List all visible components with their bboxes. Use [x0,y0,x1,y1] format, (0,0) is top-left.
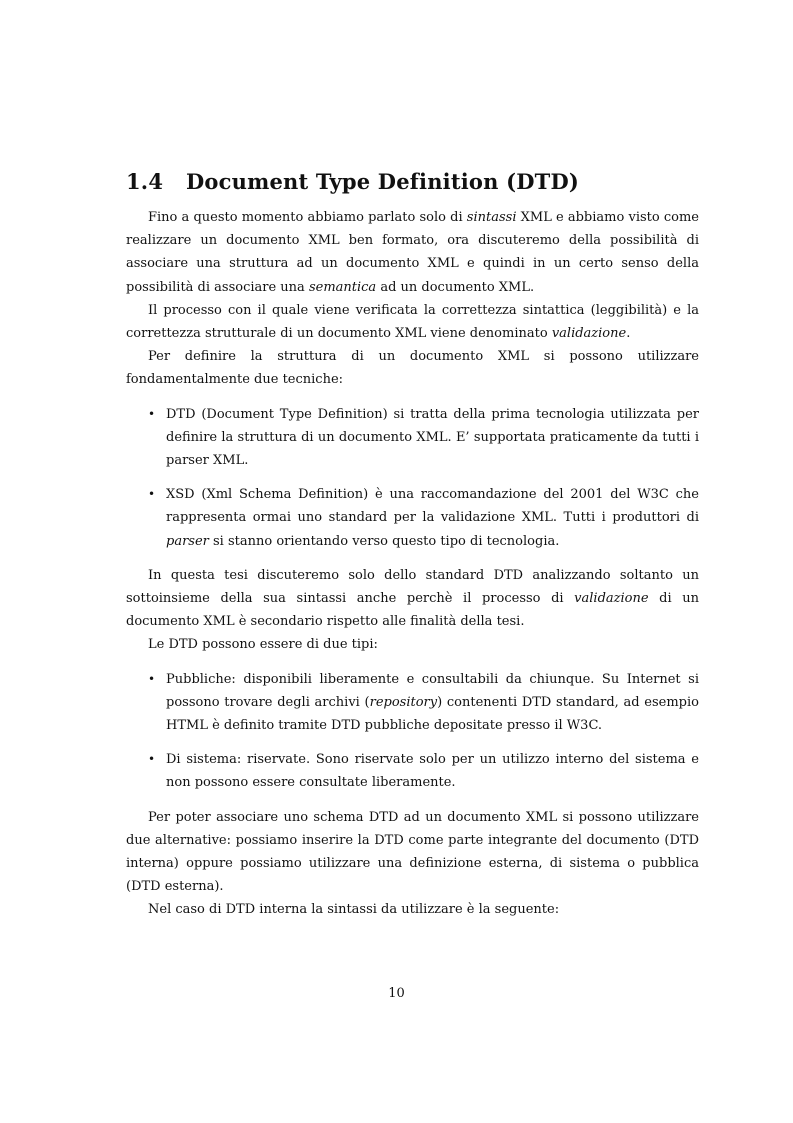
emphasis-repository: repository [369,694,438,710]
list-item-text: DTD (Document Type Definition) si tratta della prima tecnologia utilizzata per definire la struttura di un documento XML. E’ supportata praticamente da tutti i parser XML. [166,406,699,469]
list-item-text: XSD (Xml Schema Definition) è una raccomandazione del 2001 del W3C che rappresenta ormai uno standard per la validazione XML. Tutti i produttori di [166,487,699,526]
paragraph-techniques: Per definire la struttura di un documento XML si possono utilizzare fondamentalmente due tecniche: [126,349,699,388]
paragraph-thesis-scope [126,564,699,634]
paragraph-text: XML e abbiamo visto come realizzare un documento XML ben formato, ora discuteremo della possibilità di associare una struttura ad un documento XML e quindi in un certo senso della possibilità di associare una [126,210,699,295]
list-item [126,668,699,738]
bullet-icon: • [148,487,156,502]
page-body [126,168,699,922]
emphasis-validazione: validazione [551,326,627,342]
emphasis-sintassi: sintassi [466,210,517,225]
techniques-list [126,403,699,553]
paragraph-internal-dtd: Nel caso di DTD interna la sintassi da utilizzare è la seguente: [148,902,560,918]
paragraph-text: Il processo con il quale viene verificata la correttezza sintattica (leggibilità) e la correttezza strutturale di un documento XML viene denominato [126,302,699,342]
paragraph-dtd-types: Le DTD possono essere di due tipi: [148,637,378,653]
paragraph-validation [126,299,699,345]
list-item-text: si stanno orientando verso questo tipo di tecnologia. [208,533,560,549]
bullet-icon: • [148,406,156,421]
paragraph-intro [126,206,699,299]
list-item-text: Di sistema: riservate. Sono riservate solo per un utilizzo interno del sistema e non possono essere consultate liberamente. [166,752,699,791]
bullet-icon: • [148,752,156,767]
bullet-icon: • [148,671,156,686]
paragraph-text: . [626,326,631,342]
list-item-text: Pubbliche: disponibili liberamente e consultabili da chiunque. Su Internet si possono trovare degli archivi ( [166,671,699,710]
section-heading [126,168,699,196]
list-item [126,748,699,794]
page-number: 10 [388,986,405,1001]
list-item [126,483,699,553]
paragraph-association: Per poter associare uno schema DTD ad un documento XML si possono utilizzare due alternative: possiamo inserire la DTD come parte integrante del documento (DTD interna) oppure possiamo utilizzare una definizione esterna, di sistema o pubblica (DTD esterna). [126,809,699,895]
paragraph-text: ad un documento XML. [376,279,535,295]
paragraph-text: In questa tesi discuteremo solo dello standard DTD analizzando soltanto un sottoinsieme della sua sintassi anche perchè il processo di [126,567,699,607]
dtd-types-list [126,668,699,795]
emphasis-parser: parser [166,533,209,549]
paragraph-text: Fino a questo momento abbiamo parlato solo di [148,210,467,225]
emphasis-semantica: semantica [308,279,377,295]
section-title: Document Type Definition (DTD) [186,169,580,194]
emphasis-validazione: validazione [574,591,649,607]
list-item [126,403,699,473]
paragraph-text: di un documento XML è secondario rispetto alle finalità della tesi. [126,591,699,630]
list-item-text: ) contenenti DTD standard, ad esempio HTML è definito tramite DTD pubbliche depositate presso il W3C. [166,694,699,734]
section-number: 1.4 [126,169,164,194]
